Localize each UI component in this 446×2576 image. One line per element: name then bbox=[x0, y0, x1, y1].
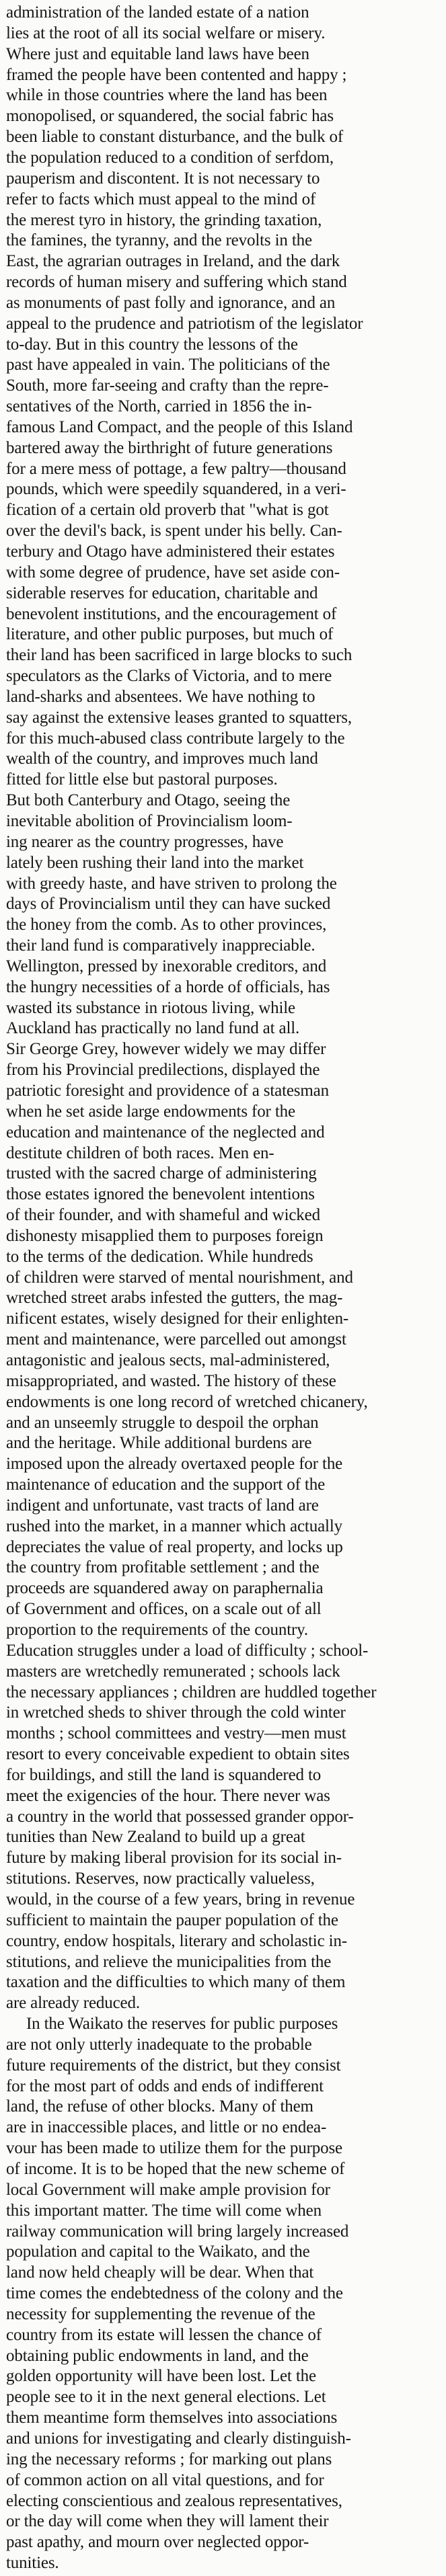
text-line: months ; school committees and vestry—men must bbox=[6, 1724, 346, 1743]
text-line: of Government and offices, on a scale out of all bbox=[6, 1600, 322, 1619]
text-line: endowments is one long record of wretched chicanery, bbox=[6, 1392, 368, 1411]
text-line: vour has been made to utilize them for the purpose bbox=[6, 2139, 342, 2158]
text-line: of common action on all vital questions, and for bbox=[6, 2470, 324, 2489]
text-line: appeal to the prudence and patriotism of the legislator bbox=[6, 314, 363, 333]
text-line: railway communication will bring largely increased bbox=[6, 2222, 349, 2241]
text-line: lies at the root of all its social welfare or misery. bbox=[6, 24, 326, 42]
text-line: pauperism and discontent. It is not necessary to bbox=[6, 169, 320, 188]
text-line: depreciates the value of real property, and locks up bbox=[6, 1537, 343, 1556]
text-line: patriotic foresight and providence of a statesman bbox=[6, 1082, 329, 1100]
text-line: days of Provincialism until they can have sucked bbox=[6, 895, 331, 914]
text-line: for this much-abused class contribute largely to the bbox=[6, 729, 345, 748]
text-line: records of human misery and suffering which stand bbox=[6, 273, 347, 291]
text-line: land now held cheaply will be dear. When that bbox=[6, 2263, 314, 2282]
text-line: stitutions. Reserves, now practically valueless, bbox=[6, 1869, 315, 1888]
text-line: future by making liberal provision for its social in- bbox=[6, 1849, 342, 1867]
text-line: indigent and unfortunate, vast tracts of land are bbox=[6, 1496, 319, 1515]
text-line: misappropriated, and wasted. The history of these bbox=[6, 1371, 336, 1390]
text-line: ing the necessary reforms ; for marking out plans bbox=[6, 2450, 332, 2468]
text-line: while in those countries where the land has been bbox=[6, 86, 328, 105]
text-line: people see to it in the next general elections. Let bbox=[6, 2388, 326, 2407]
text-line: past apathy, and mourn over neglected oppor- bbox=[6, 2533, 309, 2552]
text-line: for the most part of odds and ends of indifferent bbox=[6, 2077, 324, 2095]
text-line: speculators as the Clarks of Victoria, and to mere bbox=[6, 667, 332, 686]
text-line: proportion to the requirements of the country. bbox=[6, 1621, 308, 1639]
text-line: antagonistic and jealous sects, mal-administered, bbox=[6, 1351, 330, 1369]
text-line: Auckland has practically no land fund at all. bbox=[6, 1019, 300, 1038]
text-line: proceeds are squandered away on paraphernalia bbox=[6, 1579, 324, 1598]
text-line: imposed upon the already overtaxed people for the bbox=[6, 1455, 343, 1474]
text-line: are not only utterly inadequate to the probable bbox=[6, 2035, 312, 2054]
text-line: say against the extensive leases granted to squatters, bbox=[6, 708, 352, 727]
text-line: tunities. bbox=[6, 2554, 59, 2572]
text-line: pounds, which were speedily squandered, in a veri- bbox=[6, 480, 346, 499]
text-line: lately been rushing their land into the market bbox=[6, 853, 304, 872]
text-line: local Government will make ample provision for bbox=[6, 2180, 330, 2199]
text-line: masters are wretchedly remunerated ; schools lack bbox=[6, 1662, 340, 1681]
text-line: fitted for little else but pastoral purposes. bbox=[6, 770, 278, 789]
text-line: South, more far-seeing and crafty than the repre- bbox=[6, 376, 329, 395]
text-line: Where just and equitable land laws have been bbox=[6, 44, 309, 63]
text-line: Wellington, pressed by inexorable creditors, and bbox=[6, 957, 327, 975]
text-line: population and capital to the Waikato, and the bbox=[6, 2243, 310, 2261]
text-line: East, the agrarian outrages in Ireland, and the dark bbox=[6, 252, 340, 271]
text-line: time comes the endebtedness of the colony and the bbox=[6, 2284, 343, 2302]
text-line: the hungry necessities of a horde of officials, has bbox=[6, 977, 330, 996]
text-line: for buildings, and still the land is squandered to bbox=[6, 1765, 322, 1784]
text-line: for a mere mess of pottage, a few paltry—thousand bbox=[6, 459, 346, 478]
text-line: refer to facts which must appeal to the mind of bbox=[6, 190, 316, 208]
text-line: ing nearer as the country progresses, have bbox=[6, 832, 284, 851]
text-line: nificent estates, wisely designed for their enlighten- bbox=[6, 1310, 349, 1328]
text-line: and the heritage. While additional burdens are bbox=[6, 1434, 312, 1453]
text-line: ment and maintenance, were parcelled out amongst bbox=[6, 1330, 346, 1349]
article-column bbox=[6, 0, 440, 2576]
text-line: Education struggles under a load of difficulty ; school- bbox=[6, 1641, 369, 1660]
text-line: land, the refuse of other blocks. Many of them bbox=[6, 2097, 313, 2116]
text-line: when he set aside large endowments for the bbox=[6, 1102, 295, 1121]
text-line: to the terms of the dedication. While hundreds bbox=[6, 1247, 313, 1266]
text-line: their land has been sacrificed in large blocks to such bbox=[6, 646, 352, 665]
text-line: golden opportunity will have been lost. Let the bbox=[6, 2367, 316, 2386]
text-line: past have appealed in vain. The politicians of the bbox=[6, 356, 330, 374]
text-line: trusted with the sacred charge of administering bbox=[6, 1164, 317, 1183]
text-line: the honey from the comb. As to other provinces, bbox=[6, 916, 327, 934]
text-line: siderable reserves for education, charitable and bbox=[6, 583, 318, 602]
text-line: country from its estate will lessen the chance of bbox=[6, 2325, 322, 2344]
text-line: those estates ignored the benevolent intentions bbox=[6, 1185, 315, 1204]
text-line: of income. It is to be hoped that the new scheme of bbox=[6, 2159, 345, 2178]
text-line: wasted its substance in riotous living, while bbox=[6, 998, 296, 1017]
text-line: or the day will come when they will lament their bbox=[6, 2512, 329, 2531]
text-line: fication of a certain old proverb that "what is got bbox=[6, 501, 329, 520]
text-line: necessity for supplementing the revenue of the bbox=[6, 2304, 315, 2323]
text-line: from his Provincial predilections, displayed the bbox=[6, 1061, 320, 1080]
text-line: a country in the world that possessed grander oppor- bbox=[6, 1807, 354, 1826]
text-line: meet the exigencies of the hour. There never was bbox=[6, 1786, 330, 1805]
text-line: over the devil's back, is spent under his belly. Can- bbox=[6, 522, 342, 540]
text-line: resort to every conceivable expedient to obtain sites bbox=[6, 1745, 350, 1763]
text-line: the merest tyro in history, the grinding taxation, bbox=[6, 210, 322, 229]
text-line: them meantime form themselves into associations bbox=[6, 2409, 338, 2427]
text-line: maintenance of education and the support of the bbox=[6, 1476, 326, 1494]
text-line: are already reduced. bbox=[6, 1994, 140, 2013]
text-line: wretched street arabs infested the gutters, the mag- bbox=[6, 1289, 343, 1307]
text-line: in wretched sheds to shiver through the cold winter bbox=[6, 1703, 346, 1722]
text-line: electing conscientious and zealous representatives, bbox=[6, 2491, 342, 2510]
text-line: taxation and the difficulties to which many of them bbox=[6, 1973, 346, 1992]
text-line: the country from profitable settlement ; and the bbox=[6, 1558, 320, 1577]
text-line: obtaining public endowments in land, and the bbox=[6, 2346, 309, 2365]
text-line: would, in the course of a few years, bring in revenue bbox=[6, 1890, 355, 1908]
text-line: tunities than New Zealand to build up a great bbox=[6, 1828, 305, 1847]
text-line: land-sharks and absentees. We have nothing to bbox=[6, 687, 315, 706]
text-line: administration of the landed estate of a nation bbox=[6, 3, 309, 22]
text-line: and unions for investigating and clearly distinguish- bbox=[6, 2429, 351, 2448]
text-line: destitute children of both races. Men en- bbox=[6, 1143, 274, 1162]
text-line: with greedy haste, and have striven to prolong the bbox=[6, 874, 337, 893]
text-line: their land fund is comparatively inappreciable. bbox=[6, 936, 315, 955]
text-line: been liable to constant disturbance, and the bulk of bbox=[6, 128, 344, 147]
text-line: dishonesty misapplied them to purposes foreign bbox=[6, 1226, 324, 1245]
text-line: inevitable abolition of Provincialism loom- bbox=[6, 812, 293, 830]
text-line: benevolent institutions, and the encouragement of bbox=[6, 604, 337, 623]
text-line: sentatives of the North, carried in 1856 the in- bbox=[6, 397, 312, 416]
text-line: the population reduced to a condition of serfdom, bbox=[6, 148, 334, 167]
text-line: country, endow hospitals, literary and scholastic in- bbox=[6, 1931, 347, 1950]
text-line: future requirements of the district, but they consist bbox=[6, 2056, 341, 2075]
text-line: wealth of the country, and improves much land bbox=[6, 750, 318, 768]
text-line: this important matter. The time will come when bbox=[6, 2201, 322, 2220]
text-line: of children were starved of mental nourishment, and bbox=[6, 1268, 353, 1287]
text-line: as monuments of past folly and ignorance, and an bbox=[6, 293, 336, 312]
text-line: terbury and Otago have administered their estates bbox=[6, 542, 335, 561]
text-line: In the Waikato the reserves for public purposes bbox=[26, 2015, 338, 2033]
text-line: stitutions, and relieve the municipalities from the bbox=[6, 1952, 332, 1971]
text-line: sufficient to maintain the pauper population of the bbox=[6, 1910, 338, 1929]
text-line: Sir George Grey, however widely we may differ bbox=[6, 1040, 326, 1059]
text-line: to-day. But in this country the lessons of the bbox=[6, 335, 298, 354]
text-line: monopolised, or squandered, the social fabric has bbox=[6, 107, 334, 126]
text-line: education and maintenance of the neglected and bbox=[6, 1123, 325, 1141]
text-line: rushed into the market, in a manner which actually bbox=[6, 1517, 342, 1535]
text-line: famous Land Compact, and the people of this Island bbox=[6, 417, 353, 436]
text-line: with some degree of prudence, have set aside con- bbox=[6, 563, 340, 581]
text-line: literature, and other public purposes, but much of bbox=[6, 625, 334, 644]
text-line: framed the people have been contented and happy ; bbox=[6, 65, 347, 84]
text-line: of their founder, and with shameful and wicked bbox=[6, 1206, 320, 1224]
text-line: bartered away the birthright of future generations bbox=[6, 438, 333, 457]
text-line: and an unseemly struggle to despoil the orphan bbox=[6, 1413, 319, 1432]
text-line: the necessary appliances ; children are huddled together bbox=[6, 1683, 377, 1701]
text-line: the famines, the tyranny, and the revolts in the bbox=[6, 231, 312, 250]
text-line: are in inaccessible places, and little or no endea- bbox=[6, 2118, 327, 2137]
text-line: But both Canterbury and Otago, seeing the bbox=[6, 791, 291, 810]
